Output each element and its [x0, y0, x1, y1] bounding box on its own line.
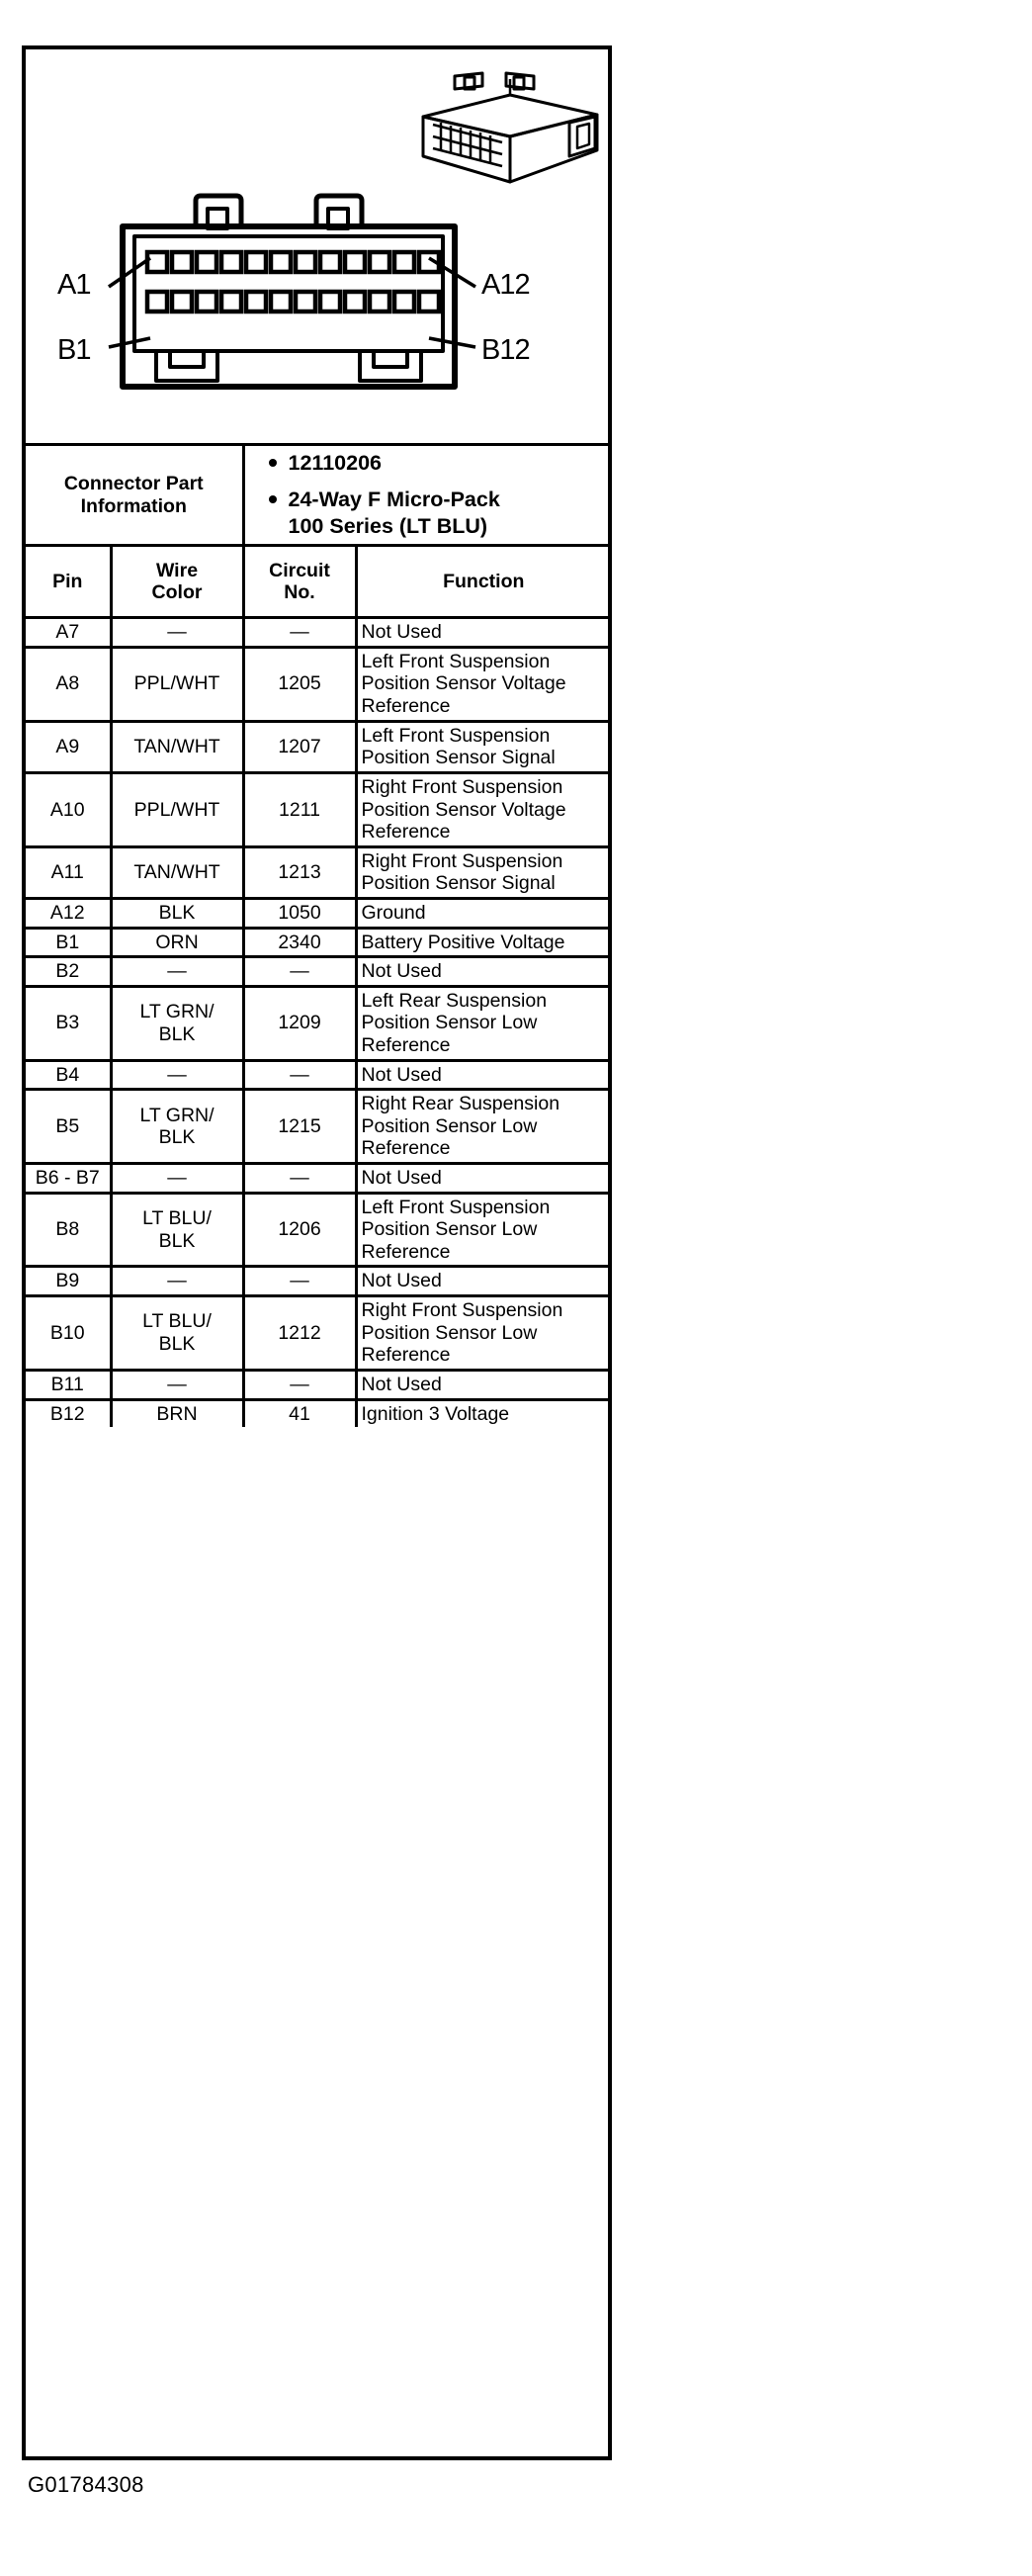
cell-pin: B8: [26, 1193, 111, 1267]
connector-part-information-value: [243, 445, 610, 546]
table-row: [26, 1164, 610, 1194]
cell-pin: B10: [26, 1296, 111, 1371]
cpi-item-description: [269, 487, 607, 540]
circuit-no-header-line1: Circuit: [269, 559, 330, 581]
table-row: [26, 986, 610, 1060]
cell-pin: A11: [26, 846, 111, 898]
cell-function: Not Used: [356, 1164, 610, 1194]
cell-pin: A9: [26, 721, 111, 772]
cpi-description-line2: 100 Series (LT BLU): [288, 514, 488, 539]
cell-function: Right Front Suspension Position Sensor Signal: [356, 846, 610, 898]
cell-function: Left Rear Suspension Position Sensor Low Reference: [356, 986, 610, 1060]
cell-function: Left Front Suspension Position Sensor Signal: [356, 721, 610, 772]
pin-label-a1: A1: [57, 269, 91, 301]
cell-wire-color: —: [111, 618, 243, 648]
cell-function: Right Front Suspension Position Sensor Low Reference: [356, 1296, 610, 1371]
cell-wire-color: —: [111, 1060, 243, 1090]
cell-function: Left Front Suspension Position Sensor Voltage Reference: [356, 647, 610, 721]
connector-part-information-label: [26, 445, 243, 546]
cell-wire-color: ORN: [111, 928, 243, 957]
cell-circuit-no: —: [243, 618, 356, 648]
cell-pin: A7: [26, 618, 111, 648]
table-row: [26, 618, 610, 648]
cpi-label-line1: Connector Part: [63, 473, 204, 494]
table-header-row: [26, 546, 610, 618]
cell-function: Not Used: [356, 1370, 610, 1399]
cell-function: Not Used: [356, 957, 610, 987]
table-row: [26, 1399, 610, 1427]
table-row: [26, 1193, 610, 1267]
table-row: [26, 1267, 610, 1296]
column-header-circuit-no: [243, 546, 356, 618]
table-row: [26, 647, 610, 721]
diagram-frame: [22, 45, 612, 2460]
cell-pin: B9: [26, 1267, 111, 1296]
cpi-description-line1: 24-Way F Micro-Pack: [288, 488, 500, 512]
table-row: [26, 928, 610, 957]
cell-function: Right Front Suspension Position Sensor Voltage Reference: [356, 772, 610, 846]
cell-function: Battery Positive Voltage: [356, 928, 610, 957]
cell-wire-color: BRN: [111, 1399, 243, 1427]
table-row: [26, 898, 610, 928]
wire-color-header-line2: Color: [151, 581, 203, 604]
cell-wire-color: LT GRN/ BLK: [111, 986, 243, 1060]
cell-wire-color: TAN/WHT: [111, 846, 243, 898]
cell-circuit-no: 41: [243, 1399, 356, 1427]
figure-id: G01784308: [28, 2472, 144, 2497]
column-header-wire-color: [111, 546, 243, 618]
cell-circuit-no: 1206: [243, 1193, 356, 1267]
cell-pin: A12: [26, 898, 111, 928]
cell-circuit-no: 2340: [243, 928, 356, 957]
column-header-function: Function: [356, 546, 610, 618]
cell-circuit-no: 1209: [243, 986, 356, 1060]
cell-circuit-no: 1215: [243, 1090, 356, 1164]
table-row: [26, 721, 610, 772]
table-row: [26, 1296, 610, 1371]
table-row: [26, 1370, 610, 1399]
connector-isometric-view: [411, 71, 609, 210]
cell-wire-color: BLK: [111, 898, 243, 928]
cell-circuit-no: —: [243, 1164, 356, 1194]
table-row: [26, 957, 610, 987]
cell-pin: A8: [26, 647, 111, 721]
pin-assignment-table: [26, 443, 610, 1427]
cell-pin: B12: [26, 1399, 111, 1427]
cell-circuit-no: 1050: [243, 898, 356, 928]
circuit-no-header-line2: No.: [284, 581, 315, 604]
cell-function: Ignition 3 Voltage: [356, 1399, 610, 1427]
pin-label-b1: B1: [57, 334, 91, 366]
cell-function: Right Rear Suspension Position Sensor Low Reference: [356, 1090, 610, 1164]
connector-part-information-row: [26, 445, 610, 546]
cell-wire-color: LT BLU/ BLK: [111, 1296, 243, 1371]
cell-pin: B1: [26, 928, 111, 957]
cell-circuit-no: —: [243, 1060, 356, 1090]
cell-pin: A10: [26, 772, 111, 846]
cell-wire-color: TAN/WHT: [111, 721, 243, 772]
table-row: [26, 772, 610, 846]
cpi-label-line2: Information: [80, 494, 187, 517]
cell-pin: B5: [26, 1090, 111, 1164]
cell-pin: B2: [26, 957, 111, 987]
cell-pin: B6 - B7: [26, 1164, 111, 1194]
cell-circuit-no: 1213: [243, 846, 356, 898]
connector-front-face: [101, 193, 476, 405]
cell-wire-color: PPL/WHT: [111, 772, 243, 846]
cell-pin: B4: [26, 1060, 111, 1090]
cell-function: Left Front Suspension Position Sensor Low Reference: [356, 1193, 610, 1267]
cell-circuit-no: 1207: [243, 721, 356, 772]
cell-wire-color: —: [111, 957, 243, 987]
cell-pin: B3: [26, 986, 111, 1060]
wire-color-header-line1: Wire: [155, 559, 199, 581]
cell-circuit-no: —: [243, 1370, 356, 1399]
cell-function: Not Used: [356, 1060, 610, 1090]
cell-circuit-no: 1212: [243, 1296, 356, 1371]
table-row: [26, 846, 610, 898]
cell-function: Not Used: [356, 618, 610, 648]
cell-function: Ground: [356, 898, 610, 928]
cell-function: Not Used: [356, 1267, 610, 1296]
column-header-pin: Pin: [26, 546, 111, 618]
cell-wire-color: —: [111, 1164, 243, 1194]
cell-wire-color: —: [111, 1370, 243, 1399]
cell-circuit-no: —: [243, 957, 356, 987]
table-row: [26, 1060, 610, 1090]
cell-wire-color: LT BLU/ BLK: [111, 1193, 243, 1267]
cell-wire-color: —: [111, 1267, 243, 1296]
cell-pin: B11: [26, 1370, 111, 1399]
pin-label-b12: B12: [481, 334, 530, 366]
cell-wire-color: LT GRN/ BLK: [111, 1090, 243, 1164]
cell-circuit-no: —: [243, 1267, 356, 1296]
table-row: [26, 1090, 610, 1164]
cell-circuit-no: 1205: [243, 647, 356, 721]
cell-circuit-no: 1211: [243, 772, 356, 846]
cpi-item-part-number: 12110206: [269, 450, 607, 477]
pin-label-a12: A12: [481, 269, 530, 301]
cell-wire-color: PPL/WHT: [111, 647, 243, 721]
table-body: [26, 618, 610, 1427]
